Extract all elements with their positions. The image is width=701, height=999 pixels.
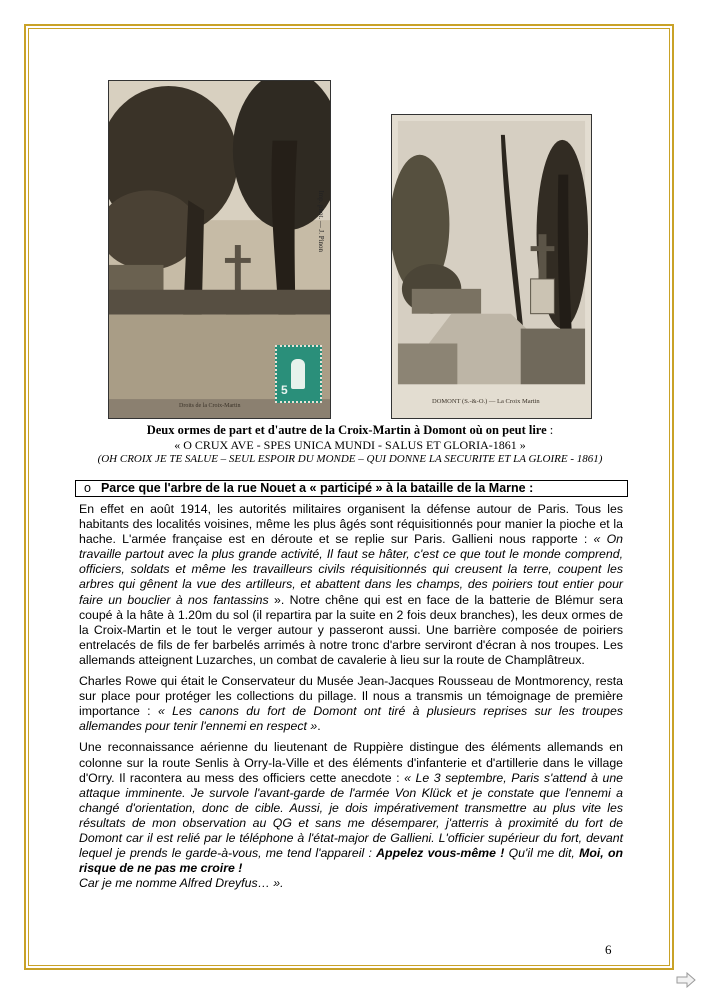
photo-caption-title-text: Deux ormes de part et d'autre de la Croix-Martin à Domont où on peut lire (146, 423, 547, 437)
photo-caption-title (60, 423, 640, 438)
ruppiere-quote-bold-1: Appelez vous-même ! (376, 846, 505, 861)
paragraph-2 (79, 674, 623, 734)
section-heading-box (75, 480, 628, 497)
postcard-photo-left (108, 80, 331, 419)
ruppiere-quote: « Le 3 septembre, Paris s'attend à une attaque imminente. Je survole l'avant-garde de l'armée Von Klück et je constate que l'ennemi a changé d'orientation, donc de cible. Aussi, je dois impérativement transmettre au plus vite les résultats de mon observation au QG et sans me désemparer, j'atterris à proximité du fort de Domont car il est relié par le téléphone à l'état-major de Gallieni. L'officier supérieur du fort, devant lequel je prends le garde-à-vous, me tend l'appareil : (79, 770, 624, 861)
gallieni-quote: « On travaille partout avec la plus grande activité, Il faut se hâter, c'est ce que tout le monde comprend, officiers, soldats et même les travailleurs civils réquisitionnés qui creusent la terre, coupent les arbres qui gênent la vue des artilleurs, et abattent dans les champs, des poiriers tout entier pour faire un bouclier à nos fantassins (79, 532, 623, 607)
latin-inscription: « O CRUX AVE - SPES UNICA MUNDI - SALUS ET GLORIA-1861 » (174, 438, 526, 452)
paragraph-1 (79, 502, 623, 668)
article-body (79, 502, 623, 897)
postcard-caption-left: Droits de la Croix-Martin (179, 403, 241, 409)
paragraph-2-end: . (317, 719, 321, 734)
page-number: 6 (605, 942, 612, 957)
next-page-arrow-icon[interactable] (676, 972, 696, 988)
svg-text:Imp. phot. — J. Pinon: Imp. phot. — J. Pinon (317, 190, 326, 252)
ruppiere-quote-bold-2: Moi, on risque de ne pas me croire ! (79, 846, 624, 876)
paragraph-3-text: Une reconnaissance aérienne du lieutenant de Ruppière distingue des éléments allemands en colonne sur la route Senlis à Orry-la-Ville et des éléments d'infanterie et d'artillerie dans le village d'Orry. Il racontera au mess des officiers cette anecdote : (79, 740, 623, 785)
postcard-caption-right: DOMONT (S.-&-O.) — La Croix Martin (432, 398, 540, 405)
paragraph-2-text: Charles Rowe qui était le Conservateur du Musée Jean-Jacques Rousseau de Montmorency, resta sur place pour protéger les collections du pillage. Il nous a transmis un témoignage de première importance : (79, 674, 623, 719)
photo-caption-title-tail: : (546, 423, 554, 437)
stamp-sower-figure (291, 359, 305, 389)
stamp-value: 5 (281, 383, 288, 397)
paragraph-3 (79, 740, 623, 891)
section-heading: Parce que l'arbre de la rue Nouet a « participé » à la bataille de la Marne : (100, 481, 534, 495)
heading-bullet: o (84, 481, 91, 495)
rowe-quote: « Les canons du fort de Domont ont tiré à plusieurs reprises sur les troupes allemandes pour tenir l'ennemi en respect » (79, 704, 623, 734)
paragraph-1-continued: ». Notre chêne qui est en face de la batterie de Blémur sera coupé à la hâte à 1.20m du sol (il repartira par la suite en 2 fois deux branches), les deux ormes de la Croix-Martin et le tout le verger autour y passeront aussi. Une barrière composée de poiriers entrelacés de fils de fer barbelés arrimés à notre tronc d'arbre serviront d'écran à nos troupes. Les allemands atteignent Luzarches, un combat de cavalerie à lieu sur la route de Champlâtreux. (79, 592, 623, 667)
postage-stamp (275, 345, 322, 403)
postcard-photo-right (391, 114, 592, 419)
paragraph-1-text: En effet en août 1914, les autorités militaires organisent la défense autour de Paris. Tous les habitants des localités voisines, même les plus âgés sont réquisitionnés pour manier la pioche et la hache. L'armée française est en déroute et se replie sur Paris. Gallieni nous rapporte : (79, 502, 623, 547)
ruppiere-quote-middle: Qu'il me dit, (504, 846, 580, 861)
inscription-translation: (OH CROIX JE TE SALUE – SEUL ESPOIR DU MONDE – QUI DONNE LA SECURITE ET LA GLOIRE - 1861) (97, 453, 603, 465)
ruppiere-quote-end: Car je me nomme Alfred Dreyfus… ». (79, 876, 284, 891)
